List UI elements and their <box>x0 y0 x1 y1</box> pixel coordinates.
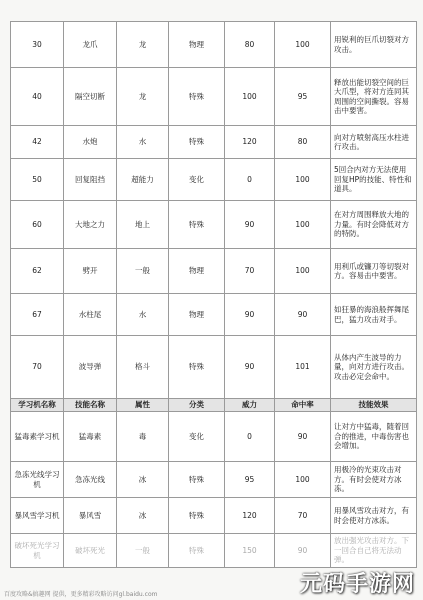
cell-power: 120 <box>225 498 275 534</box>
cell-power: 70 <box>225 249 275 294</box>
cell-effect: 用利爪或镰刀等切裂对方。容易击中要害。 <box>331 249 417 294</box>
cell-type: 一般 <box>117 249 169 294</box>
cell-category: 物理 <box>169 249 225 294</box>
table-row <box>11 159 417 201</box>
cell-category: 特殊 <box>169 68 225 126</box>
cell-power: 80 <box>225 22 275 68</box>
cell-effect: 用暴风雪攻击对方，有时会使对方冰冻。 <box>331 498 417 534</box>
table-row <box>11 294 417 336</box>
cell-name: 劈开 <box>64 249 117 294</box>
cell-level: 70 <box>11 336 64 399</box>
cell-name: 水柱尾 <box>64 294 117 336</box>
table-row <box>11 534 417 568</box>
cell-name: 隔空切断 <box>64 68 117 126</box>
cell-power: 90 <box>225 201 275 249</box>
footer-credit: 百度攻略&搞趣网 提供，更多精彩攻略访问gl.baidu.com <box>4 591 158 598</box>
cell-category: 物理 <box>169 294 225 336</box>
table-row <box>11 201 417 249</box>
table-row <box>11 498 417 534</box>
cell-accuracy: 90 <box>275 294 331 336</box>
cell-type: 超能力 <box>117 159 169 201</box>
moves-table <box>10 21 417 568</box>
cell-tm: 急冻光线学习机 <box>11 462 64 498</box>
cell-type: 一般 <box>117 534 169 568</box>
cell-tm: 破坏死光学习机 <box>11 534 64 568</box>
cell-type: 格斗 <box>117 336 169 399</box>
cell-name: 龙爪 <box>64 22 117 68</box>
cell-effect: 从体内产生波导的力量，向对方进行攻击。攻击必定会命中。 <box>331 336 417 399</box>
cell-type: 龙 <box>117 68 169 126</box>
cell-name: 回复阻挡 <box>64 159 117 201</box>
cell-accuracy: 90 <box>275 534 331 568</box>
cell-tm: 猛毒素学习机 <box>11 412 64 462</box>
cell-effect: 如狂暴的海浪般挥舞尾巴，猛力攻击对手。 <box>331 294 417 336</box>
cell-category: 特殊 <box>169 336 225 399</box>
cell-level: 60 <box>11 201 64 249</box>
cell-power: 120 <box>225 126 275 159</box>
table-row <box>11 336 417 399</box>
cell-level: 42 <box>11 126 64 159</box>
table-row <box>11 412 417 462</box>
cell-level: 67 <box>11 294 64 336</box>
cell-accuracy: 101 <box>275 336 331 399</box>
table-row <box>11 249 417 294</box>
header-accuracy: 命中率 <box>275 399 331 412</box>
table-row <box>11 462 417 498</box>
cell-power: 100 <box>225 68 275 126</box>
cell-name: 猛毒素 <box>64 412 117 462</box>
cell-name: 急冻光线 <box>64 462 117 498</box>
cell-level: 50 <box>11 159 64 201</box>
cell-category: 特殊 <box>169 462 225 498</box>
cell-accuracy: 70 <box>275 498 331 534</box>
cell-category: 变化 <box>169 412 225 462</box>
header-category: 分类 <box>169 399 225 412</box>
cell-effect: 在对方周围释放大地的力量。有时会降低对方的特防。 <box>331 201 417 249</box>
cell-category: 特殊 <box>169 498 225 534</box>
cell-type: 水 <box>117 294 169 336</box>
table-row <box>11 126 417 159</box>
watermark-logo: 元码手游网 <box>299 572 415 597</box>
header-type: 属性 <box>117 399 169 412</box>
tm-moves-body <box>11 399 417 412</box>
table-row <box>11 68 417 126</box>
cell-category: 物理 <box>169 22 225 68</box>
cell-category: 特殊 <box>169 534 225 568</box>
cell-name: 破坏死光 <box>64 534 117 568</box>
cell-level: 40 <box>11 68 64 126</box>
cell-name: 暴风雪 <box>64 498 117 534</box>
tm-header-row <box>11 399 417 412</box>
table-row <box>11 22 417 68</box>
cell-effect: 释放出能切裂空间的巨大爪型，将对方连同其周围的空间撕裂。容易击中要害。 <box>331 68 417 126</box>
cell-power: 90 <box>225 294 275 336</box>
level-moves-body <box>11 22 417 399</box>
cell-type: 冰 <box>117 498 169 534</box>
cell-accuracy: 100 <box>275 249 331 294</box>
cell-effect: 放出强光攻击对方。下一回合自己将无法动弹。 <box>331 534 417 568</box>
cell-effect: 用锐利的巨爪切裂对方攻击。 <box>331 22 417 68</box>
cell-type: 冰 <box>117 462 169 498</box>
cell-effect: 让对方中猛毒，随着回合的推进，中毒伤害也会增加。 <box>331 412 417 462</box>
header-power: 威力 <box>225 399 275 412</box>
cell-type: 龙 <box>117 22 169 68</box>
cell-accuracy: 100 <box>275 462 331 498</box>
cell-type: 水 <box>117 126 169 159</box>
cell-name: 波导弹 <box>64 336 117 399</box>
cell-category: 特殊 <box>169 201 225 249</box>
cell-effect: 5回合内对方无法使用回复HP的技能、特性和道具。 <box>331 159 417 201</box>
cell-category: 特殊 <box>169 126 225 159</box>
cell-power: 0 <box>225 159 275 201</box>
cell-name: 大地之力 <box>64 201 117 249</box>
cell-tm: 暴风雪学习机 <box>11 498 64 534</box>
header-tm: 学习机名称 <box>11 399 64 412</box>
cell-level: 62 <box>11 249 64 294</box>
header-name: 技能名称 <box>64 399 117 412</box>
cell-type: 毒 <box>117 412 169 462</box>
cell-power: 95 <box>225 462 275 498</box>
tm-rows-body <box>11 412 417 568</box>
cell-category: 变化 <box>169 159 225 201</box>
cell-type: 地上 <box>117 201 169 249</box>
cell-accuracy: 100 <box>275 159 331 201</box>
cell-effect: 向对方喷射高压水柱进行攻击。 <box>331 126 417 159</box>
cell-accuracy: 95 <box>275 68 331 126</box>
cell-accuracy: 90 <box>275 412 331 462</box>
cell-accuracy: 100 <box>275 201 331 249</box>
cell-level: 30 <box>11 22 64 68</box>
cell-accuracy: 80 <box>275 126 331 159</box>
header-effect: 技能效果 <box>331 399 417 412</box>
cell-power: 90 <box>225 336 275 399</box>
cell-power: 0 <box>225 412 275 462</box>
cell-name: 水炮 <box>64 126 117 159</box>
cell-power: 150 <box>225 534 275 568</box>
cell-effect: 用极冷的光束攻击对方。有时会使对方冰冻。 <box>331 462 417 498</box>
cell-accuracy: 100 <box>275 22 331 68</box>
